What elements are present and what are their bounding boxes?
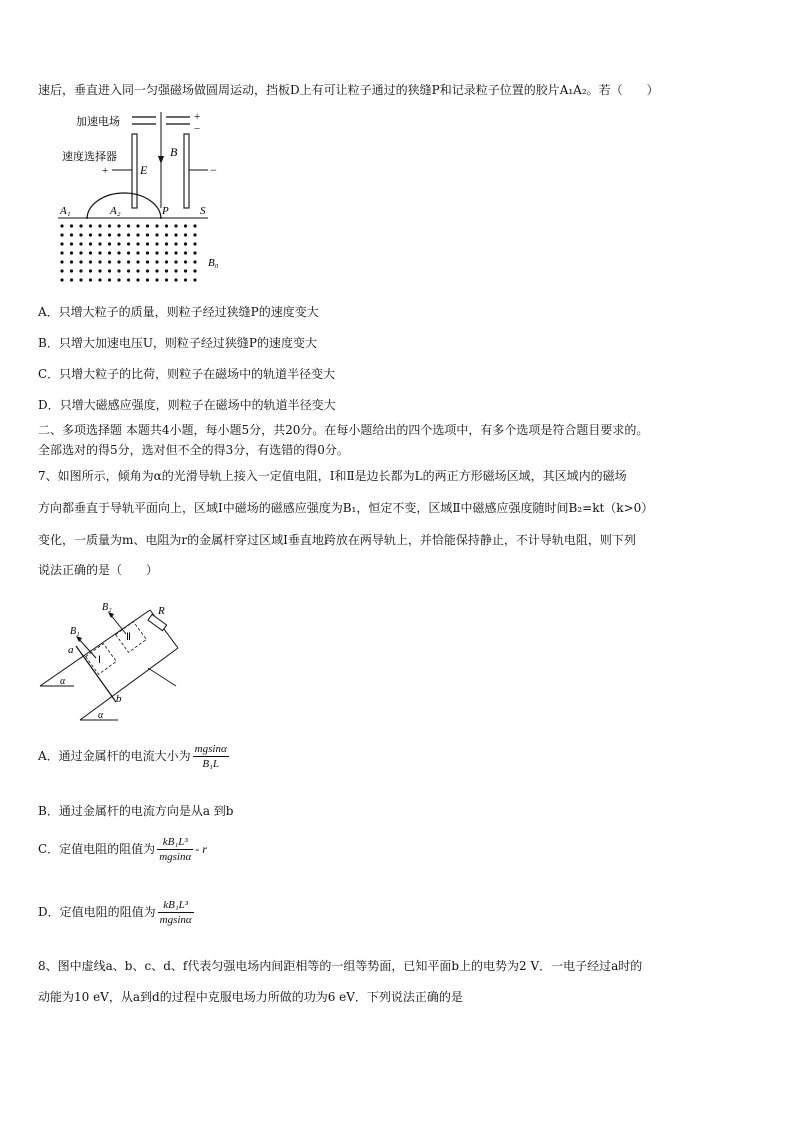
q7-option-b: B．通过金属杆的电流方向是从a 到b bbox=[38, 804, 234, 818]
svg-text:B: B bbox=[170, 145, 178, 159]
q6-option-d: D．只增大磁感应强度，则粒子在磁场中的轨道半径变大 bbox=[38, 398, 336, 412]
q7-option-d: D．定值电阻的阻值为 $\frac{\text{kB₁L³}}{mgsin\alpha}$ bbox=[38, 899, 192, 926]
q6-option-a: A．只增大粒子的质量，则粒子经过狭缝P的速度变大 bbox=[38, 305, 319, 319]
q8-line-2: 动能为10 eV，从a到d的过程中克服电场力所做的功为6 eV．下列说法正确的是 bbox=[38, 990, 463, 1004]
q7-line-3: 变化，一质量为m、电阻为r的金属杆穿过区域Ⅰ垂直地跨放在两导轨上，并恰能保持静止，不计导轨电阻，则下列 bbox=[38, 533, 636, 547]
svg-text:P: P bbox=[162, 205, 169, 217]
svg-text:S: S bbox=[200, 205, 206, 217]
svg-text:Ⅰ: Ⅰ bbox=[98, 655, 101, 666]
q7-line-1: 7、如图所示，倾角为α的光滑导轨上接入一定值电阻，Ⅰ和Ⅱ是边长都为L的两正方形磁场区域，其区域内的磁场 bbox=[38, 469, 627, 483]
inclined-rail-figure bbox=[38, 598, 188, 723]
selector-label: 速度选择器 bbox=[62, 151, 117, 163]
svg-text:R: R bbox=[158, 605, 165, 617]
section2-scoring: 全部选对的得5分，选对但不全的得3分，有选错的得0分。 bbox=[38, 443, 349, 457]
svg-text:−: − bbox=[194, 123, 201, 135]
q6-option-c: C．只增大粒子的比荷，则粒子在磁场中的轨道半径变大 bbox=[38, 367, 336, 381]
svg-text:B₁: B₁ bbox=[70, 626, 80, 637]
svg-text:Ⅱ: Ⅱ bbox=[126, 632, 131, 643]
svg-text:α: α bbox=[60, 676, 66, 687]
q8-line-1: 8、图中虚线a、b、c、d、f代表匀强电场内间距相等的一组等势面，已知平面b上的电势为2 V．一电子经过a时的 bbox=[38, 959, 643, 973]
svg-text:B₀: B₀ bbox=[208, 257, 219, 269]
svg-text:+: + bbox=[194, 111, 201, 123]
q7-option-c: C．定值电阻的阻值为 $\frac{\text{kB₁L³}}{mgsin\alpha}$ - r bbox=[38, 836, 207, 863]
svg-text:α: α bbox=[98, 710, 104, 721]
q7-option-a: A．通过金属杆的电流大小为 $\frac{mgsin\alpha}{\text{B₁L}}$ bbox=[38, 743, 227, 770]
q7-line-2: 方向都垂直于导轨平面向上，区域Ⅰ中磁场的磁感应强度为B₁，恒定不变，区域Ⅱ中磁感应强度随时间B₂=kt（k>0） bbox=[38, 501, 654, 515]
section2-header: 二、多项选择题 本题共4小题，每小题5分，共20分。在每小题给出的四个选项中，有多个选项是符合题目要求的。 bbox=[38, 423, 649, 437]
svg-text:A₂: A₂ bbox=[110, 205, 121, 217]
accel-field-label: 加速电场 bbox=[76, 116, 120, 128]
svg-text:a: a bbox=[68, 644, 74, 656]
svg-text:−: − bbox=[210, 163, 217, 177]
svg-text:b: b bbox=[116, 693, 122, 705]
mass-spectrometer-figure bbox=[58, 108, 233, 286]
q7-line-4: 说法正确的是（ ） bbox=[38, 563, 159, 577]
svg-text:+: + bbox=[102, 165, 109, 177]
svg-text:B₂: B₂ bbox=[102, 602, 112, 613]
q6-option-b: B．只增大加速电压U，则粒子经过狭缝P的速度变大 bbox=[38, 336, 318, 350]
q6-intro: 速后，垂直进入同一匀强磁场做圆周运动，挡板D上有可让粒子通过的狭缝P和记录粒子位置的胶片A₁A₂。若（ ） bbox=[38, 83, 659, 97]
svg-text:E: E bbox=[140, 163, 148, 177]
svg-text:A₁: A₁ bbox=[60, 205, 71, 217]
